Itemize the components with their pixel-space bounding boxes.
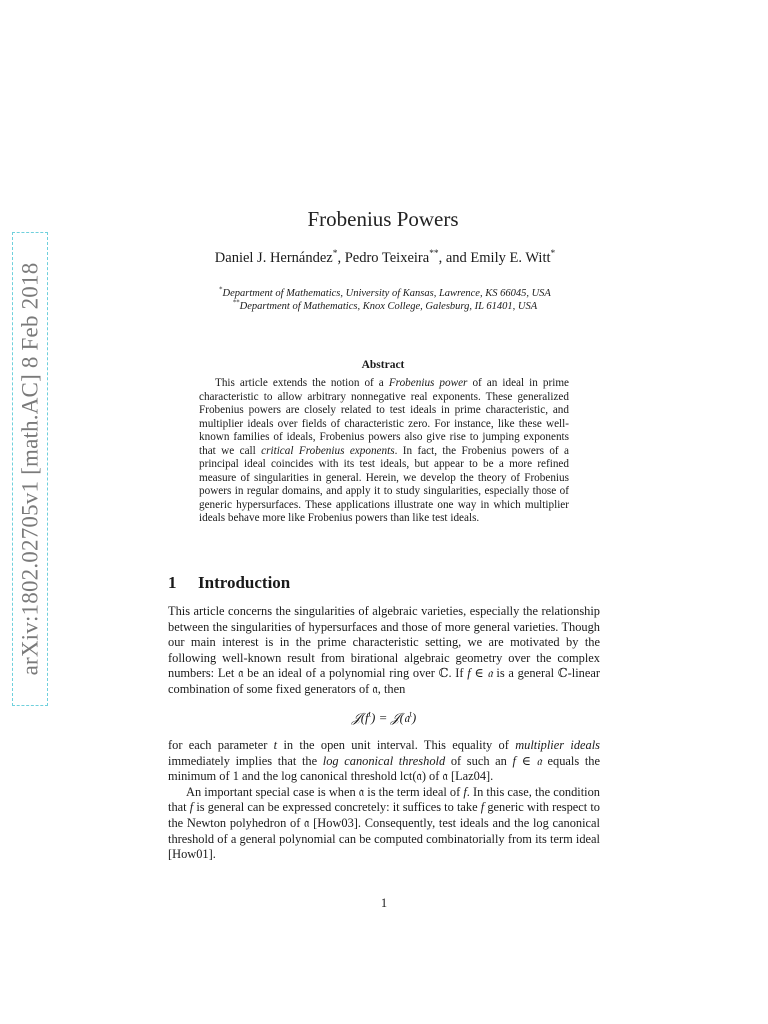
affiliation — [150, 301, 620, 312]
affiliation-mark: ** — [232, 299, 240, 307]
affiliation — [150, 288, 620, 299]
math-symbol: f — [189, 800, 194, 815]
body-text: is a general ℂ-linear combination of some fixed generators of — [168, 666, 601, 696]
affiliation-text: Department of Mathematics, Knox College, Galesburg, IL 61401, USA — [239, 301, 538, 312]
abstract-emphasis: critical Frobenius exponents — [261, 444, 395, 457]
section-title: Introduction — [198, 573, 291, 592]
body-text: This article concerns the singularities of algebraic varieties, especially the relationship between the singularities of hypersurfaces and those of more general varieties. Though our main interest is in the prime characteristic setting, we are motivated by the following well-known result from birational algebraic geometry over the complex numbers: Let — [168, 604, 600, 681]
body-text: of such an — [445, 753, 513, 768]
section-heading — [168, 573, 290, 593]
equation-exponent: t — [409, 708, 412, 719]
affiliation-text: Department of Mathematics, University of Kansas, Lawrence, KS 66045, USA — [222, 288, 551, 299]
display-equation — [168, 710, 600, 726]
body-text: in the open unit interval. This equality of — [277, 738, 516, 752]
equation-part: 𝒥(f — [351, 710, 369, 725]
intro-paragraph-3 — [168, 785, 600, 863]
page-number: 1 — [380, 896, 388, 910]
intro-paragraph-2 — [168, 738, 600, 785]
abstract-text: . In fact, the Frobenius powers of a principal ideal coincides with its test ideals, but appear to be a more refined measure of singularities in general. Herein, we develop the theory of Frobenius powers in regular domains, and apply it to study singularities, especially those of generic hypersurfaces. These applications illustrate one way in which multiplier ideals behave more like Frobenius powers than like test ideals. — [199, 444, 569, 524]
body-emphasis: log canonical threshold — [322, 753, 446, 768]
body-text: generic with respect to the Newton polyhedron of 𝔞 [How03]. Consequently, test ideals and the log canonical threshold of a general polynomial can be computed combinatorially from its term ideal [How01]. — [168, 800, 600, 862]
math-symbol: f ∈ 𝔞 — [512, 753, 542, 768]
body-text: , then — [377, 681, 406, 696]
body-text: An important special case is when 𝔞 is the term ideal of — [186, 784, 464, 799]
author-name: Emily E. Witt — [470, 250, 551, 266]
author-separator: , and — [438, 250, 471, 266]
arxiv-identifier: arXiv:1802.02705v1 [math.AC] 8 Feb 2018 — [17, 262, 43, 676]
body-text: be an ideal of a polynomial ring over ℂ. If — [243, 666, 468, 681]
body-text: immediately implies that the — [168, 753, 323, 768]
author-name: Daniel J. Hernández — [214, 250, 333, 266]
abstract-text: This article extends the notion of a — [215, 377, 389, 389]
author-name: Pedro Teixeira — [344, 250, 430, 266]
body-text: is general can be expressed concretely: it suffices to take — [193, 800, 481, 815]
body-text: equals the minimum of 1 and the log canonical threshold lct(𝔞) of 𝔞 [Laz04]. — [168, 753, 600, 784]
affiliation-mark: * — [219, 286, 223, 294]
math-symbol: f ∈ 𝔞 — [467, 666, 493, 681]
math-symbol: 𝔞 — [238, 666, 244, 681]
body-text: . In this case, the condition that — [168, 784, 600, 815]
abstract-emphasis: Frobenius power — [388, 377, 468, 389]
equation-exponent: t — [368, 708, 371, 719]
equation-part: ) = 𝒥(𝔞 — [371, 710, 410, 725]
abstract-body — [199, 377, 569, 526]
abstract-heading: Abstract — [361, 359, 405, 371]
author-separator: , — [337, 250, 345, 266]
math-symbol: t — [273, 738, 278, 752]
math-symbol: f — [480, 800, 485, 815]
affiliation-mark: ** — [429, 249, 439, 260]
intro-body-continued — [168, 738, 600, 863]
math-symbol: 𝔞 — [372, 681, 378, 696]
equation-part: ) — [411, 710, 417, 725]
body-emphasis: multiplier ideals — [515, 738, 600, 752]
intro-paragraph-1 — [168, 604, 600, 698]
author-list — [150, 250, 620, 267]
paper-title: Frobenius Powers — [307, 207, 459, 231]
abstract-text: of an ideal in prime characteristic to allow arbitrary nonnegative real exponents. These generalized Frobenius powers are closely related to test ideals in prime characteristic, and multiplier ideals over fields of characteristic zero. For instance, like these well-known families of ideals, Frobenius powers also give rise to jumping exponents that we call — [199, 377, 570, 457]
body-text: for each parameter — [168, 738, 274, 752]
arxiv-watermark — [12, 232, 48, 706]
affiliation-mark: * — [550, 249, 556, 260]
affiliation-mark: * — [332, 249, 338, 260]
math-symbol: f — [463, 784, 467, 799]
section-number: 1 — [168, 573, 177, 592]
